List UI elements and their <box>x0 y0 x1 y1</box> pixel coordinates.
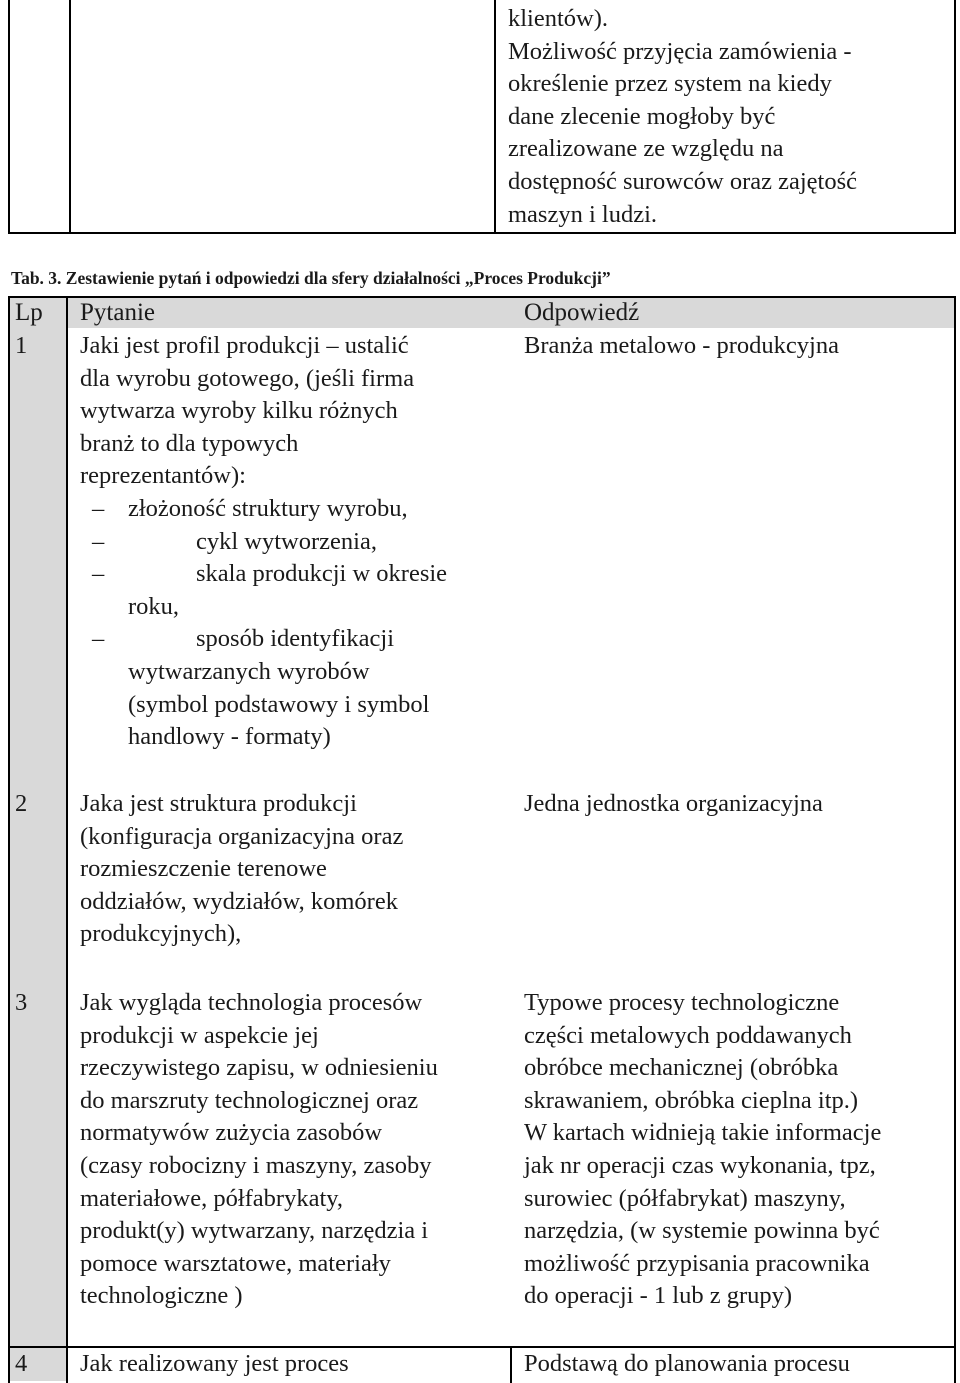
header-question: Pytanie <box>80 299 155 326</box>
question-line: rzeczywistego zapisu, w odniesieniu <box>80 1054 438 1082</box>
answer-line: obróbce mechanicznej (obróbka <box>524 1054 839 1082</box>
top-answer-line: zrealizowane ze względu na <box>508 135 784 163</box>
bullet-item <box>80 656 500 689</box>
top-answer-line: dostępność surowców oraz zajętość <box>508 167 858 195</box>
top-table-lp-cell <box>8 0 71 234</box>
column-divider-lp <box>66 296 68 1383</box>
bullet-item <box>80 721 500 754</box>
question-line: oddziałów, wydziałów, komórek <box>80 887 398 915</box>
top-answer-line: dane zlecenie mogłoby być <box>508 102 776 130</box>
question-line: Jaka jest struktura produkcji <box>80 790 357 817</box>
answer-line: Jedna jednostka organizacyjna <box>524 790 823 817</box>
question-line: normatywów zużycia zasobów <box>80 1119 383 1147</box>
answer-line: Podstawą do planowania procesu <box>524 1350 850 1377</box>
answer-line: Typowe procesy technologiczne <box>524 989 840 1016</box>
lp-column-shading <box>10 328 67 1381</box>
answer-line: możliwość przypisania pracownika <box>524 1249 870 1277</box>
table-caption: Tab. 3. Zestawienie pytań i odpowiedzi dla sfery działalności „Proces Produkcji” <box>11 268 611 288</box>
table-border-right <box>954 296 956 1383</box>
question-line: (konfiguracja organizacyjna oraz <box>80 822 404 850</box>
dash-bullet-icon: – <box>92 560 105 588</box>
question-line: produkt(y) wytwarzany, narzędzia i <box>80 1217 429 1245</box>
dash-bullet-icon: – <box>92 625 105 653</box>
answer-line: W kartach widnieją takie informacje <box>524 1119 882 1147</box>
question-line: produkcyjnych), <box>80 920 242 948</box>
answer-line: do operacji - 1 lub z grupy) <box>524 1282 793 1310</box>
row-4-answer <box>524 1348 949 1381</box>
answer-line: narzędzia, (w systemie powinna być <box>524 1217 880 1245</box>
row-1-answer <box>524 330 949 363</box>
question-line: dla wyrobu gotowego, (jeśli firma <box>80 364 415 392</box>
question-line: materiałowe, półfabrykaty, <box>80 1184 344 1212</box>
top-table-question-cell <box>69 0 496 234</box>
row-2-answer <box>524 788 949 821</box>
bullet-item <box>80 493 500 526</box>
question-line: do marszruty technologicznej oraz <box>80 1086 419 1114</box>
bullet-text: (symbol podstawowy i symbol <box>128 690 430 718</box>
bullet-text: wytwarzanych wyrobów <box>128 657 370 685</box>
row-4-lp: 4 <box>15 1350 28 1377</box>
row-4-question <box>80 1348 500 1381</box>
question-line: (czasy robocizny i maszyny, zasoby <box>80 1151 432 1179</box>
answer-line: surowiec (półfabrykat) maszyny, <box>524 1184 846 1212</box>
bullet-text: cykl wytworzenia, <box>196 527 377 555</box>
question-line: pomoce warsztatowe, materiały <box>80 1249 391 1277</box>
dash-bullet-icon: – <box>92 494 105 522</box>
top-answer-line: klientów). <box>508 5 609 32</box>
row-2-question <box>80 788 500 951</box>
row-1-lp: 1 <box>15 332 28 359</box>
bullet-item <box>80 623 500 656</box>
bullet-text: złożoność struktury wyrobu, <box>128 494 408 522</box>
row-1-question <box>80 330 500 754</box>
header-answer: Odpowiedź <box>524 299 640 326</box>
bullet-text: handlowy - formaty) <box>128 723 331 751</box>
question-line: reprezentantów): <box>80 462 246 490</box>
top-answer-line: Możliwość przyjęcia zamówienia - <box>508 37 852 65</box>
row-3-answer <box>524 987 949 1313</box>
bullet-item <box>80 591 500 624</box>
row-3-lp: 3 <box>15 989 28 1016</box>
answer-line: Branża metalowo - produkcyjna <box>524 332 839 359</box>
top-answer-line: określenie przez system na kiedy <box>508 70 832 98</box>
bullet-text: skala produkcji w okresie <box>196 560 448 588</box>
row-2-lp: 2 <box>15 790 28 817</box>
answer-line: jak nr operacji czas wykonania, tpz, <box>524 1151 876 1179</box>
question-line: wytwarza wyroby kilku różnych <box>80 397 398 425</box>
question-line: branż to dla typowych <box>80 429 299 457</box>
top-table-answer-text <box>508 3 857 231</box>
question-line: rozmieszczenie terenowe <box>80 855 327 883</box>
bullet-item <box>80 526 500 559</box>
question-line: produkcji w aspekcie jej <box>80 1021 319 1049</box>
bullet-item <box>80 558 500 591</box>
bullet-item <box>80 689 500 722</box>
row-3-question <box>80 987 500 1313</box>
header-lp: Lp <box>15 299 43 326</box>
column-divider-answer <box>510 1346 512 1383</box>
bullet-text: roku, <box>128 592 180 620</box>
answer-line: części metalowych poddawanych <box>524 1021 852 1049</box>
top-answer-line: maszyn i ludzi. <box>508 200 658 228</box>
question-line: technologiczne ) <box>80 1282 243 1310</box>
question-line: Jaki jest profil produkcji – ustalić <box>80 332 409 359</box>
answer-line: skrawaniem, obróbka cieplna itp.) <box>524 1086 859 1114</box>
table-border-left <box>8 296 10 1383</box>
question-line: Jak realizowany jest proces <box>80 1350 349 1377</box>
dash-bullet-icon: – <box>92 527 105 555</box>
bullet-text: sposób identyfikacji <box>196 625 395 653</box>
question-line: Jak wygląda technologia procesów <box>80 989 423 1016</box>
